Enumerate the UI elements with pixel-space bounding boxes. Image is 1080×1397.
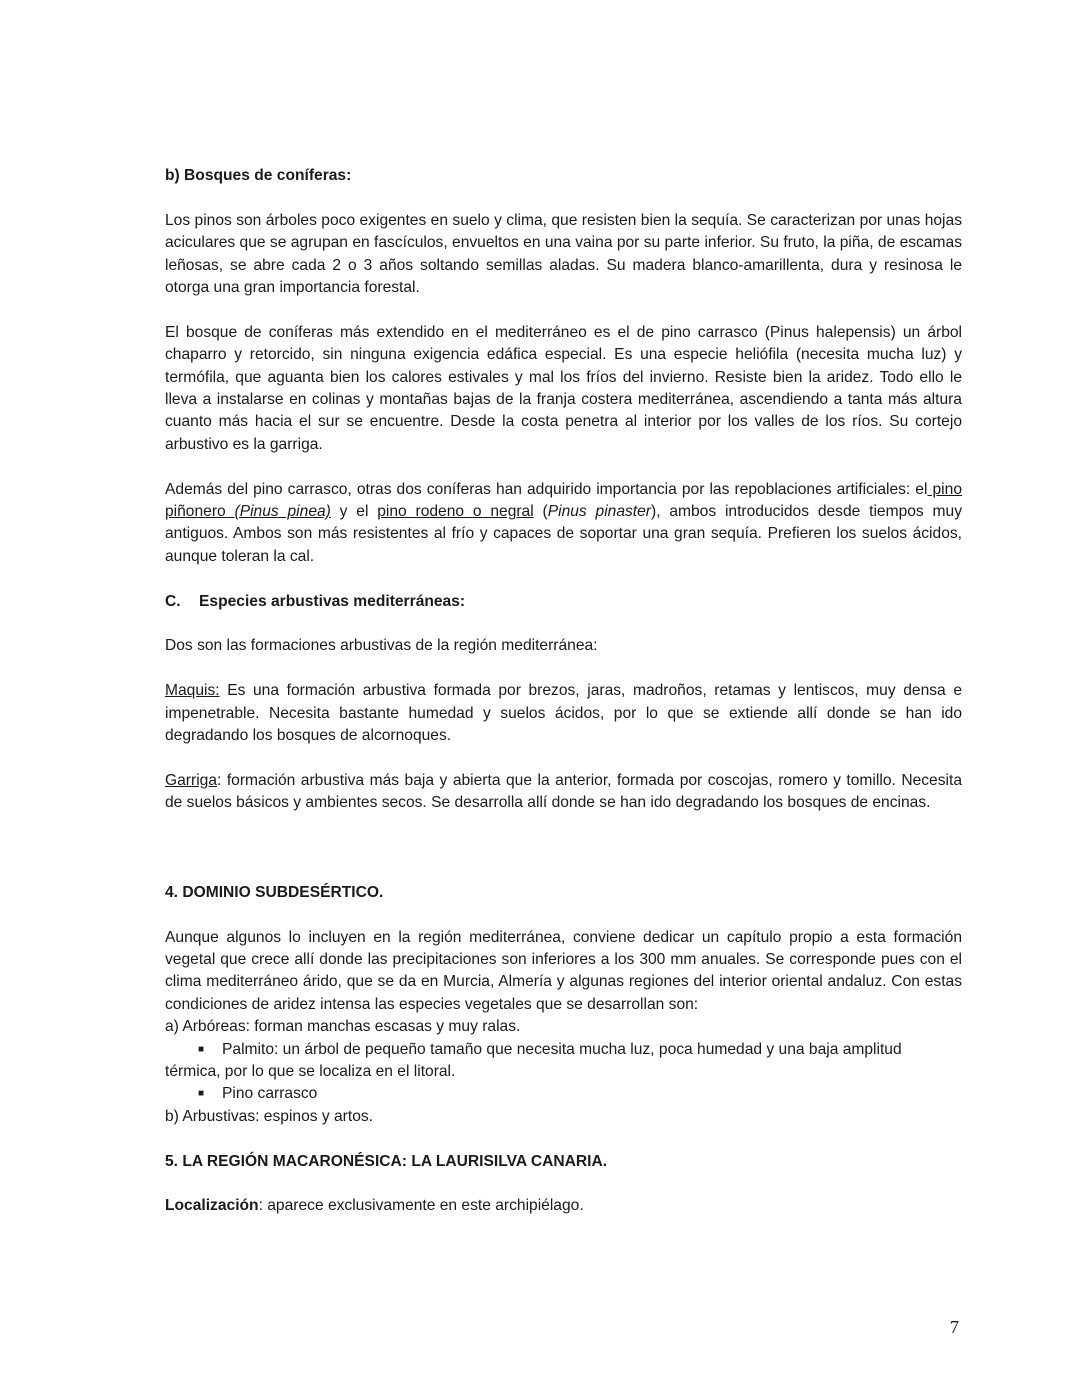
arboreas-line: a) Arbóreas: forman manchas escasas y muy ralas.: [165, 1018, 521, 1036]
pinus-pinaster-term: Pinus pinaster: [547, 503, 651, 521]
garriga-label: Garriga: [165, 771, 217, 789]
pino-pinonero-term: pino piñonero: [165, 480, 962, 521]
bullet-palmito-continuation: térmica, por lo que se localiza en el litoral.: [165, 1063, 456, 1081]
maquis-paragraph: Maquis: Es una formación arbustiva formada por brezos, jaras, madroños, retamas y lentiscos, muy densa e impenetrable. Necesita bastante humedad y suelos ácidos, por lo que se extiende allí donde se han ido degradando los bosques de alcornoques.: [165, 682, 962, 745]
black-square-icon: ■: [198, 1043, 205, 1055]
maquis-label: Maquis:: [165, 682, 220, 700]
localizacion-line: Localización: aparece exclusivamente en este archipiélago.: [165, 1197, 584, 1215]
subdesert-heading: 4. DOMINIO SUBDESÉRTICO.: [165, 883, 384, 901]
black-square-icon: ■: [198, 1088, 205, 1100]
pino-rodeno-term: pino rodeno o negral: [377, 503, 534, 521]
pino-carrasco-paragraph: El bosque de coníferas más extendido en el mediterráneo es el de pino carrasco (Pinus halepensis) un árbol chaparro y retorcido, sin ninguna exigencia edáfica especial. Es una especie heliófila (necesita mucha luz) y termófila, que aguanta bien los calores estivales y mal los fríos del invierno. Resiste bien la aridez. Todo ello le lleva a instalarse en colinas y montañas bajas de la franja costera mediterránea, ascendiendo a tanta más altura cuanto más hacia el sur se encuentre. Desde la costa penetra al interior por los valles de los ríos. Su cortejo arbustivo es la garriga.: [165, 323, 962, 453]
localizacion-label: Localización: [165, 1197, 259, 1215]
macaronesia-heading: 5. LA REGIÓN MACARONÉSICA: LA LAURISILVA CANARIA.: [165, 1152, 608, 1170]
document-page: [165, 165, 962, 1218]
shrubs-heading: C. Especies arbustivas mediterráneas:: [165, 592, 466, 610]
bullet-pino-carrasco: ■ Pino carrasco: [165, 1083, 962, 1105]
bullet-palmito: ■ Palmito: un árbol de pequeño tamaño que necesita mucha luz, poca humedad y una baja amplitud: [165, 1039, 962, 1061]
arbustivas-line: b) Arbustivas: espinos y artos.: [165, 1107, 374, 1125]
pinus-pinea-term: (Pinus pinea): [234, 503, 331, 521]
page-number: 7: [950, 1317, 959, 1337]
garriga-paragraph: Garriga: formación arbustiva más baja y abierta que la anterior, formada por coscojas, romero y tomillo. Necesita de suelos básicos y ambientes secos. Se desarrolla allí donde se han ido degradando los bosques de encinas.: [165, 771, 962, 812]
repoblaciones-paragraph: Además del pino carrasco, otras dos coníferas han adquirido importancia por las repoblaciones artificiales: el pino piñonero (Pinus pinea) y el pino rodeno o negral (Pinus pinaster), ambos introducidos desde tiempos muy antiguos. Ambos son más resistentes al frío y capaces de soportar una gran sequía. Prefieren los suelos ácidos, aunque toleran la cal.: [165, 480, 962, 565]
subdesert-paragraph: Aunque algunos lo incluyen en la región mediterránea, conviene dedicar un capítulo propio a esta formación vegetal que crece allí donde las precipitaciones son inferiores a los 300 mm anuales. Se corresponde pues con el clima mediterráneo árido, que se da en Murcia, Almería y algunas regiones del interior oriental andaluz. Con estas condiciones de aridez intensa las especies vegetales que se desarrollan son:: [165, 928, 962, 1013]
pines-paragraph: Los pinos son árboles poco exigentes en suelo y clima, que resisten bien la sequía. Se caracterizan por unas hojas aciculares que se agrupan en fascículos, envueltos en una vaina por su parte inferior. Su fruto, la piña, de escamas leñosas, se abre cada 2 o 3 años soltando semillas aladas. Su madera blanco-amarillenta, dura y resinosa le otorga una gran importancia forestal.: [165, 211, 962, 297]
shrubs-intro: Dos son las formaciones arbustivas de la región mediterránea:: [165, 637, 598, 655]
conifers-heading: b) Bosques de coníferas:: [165, 167, 352, 184]
